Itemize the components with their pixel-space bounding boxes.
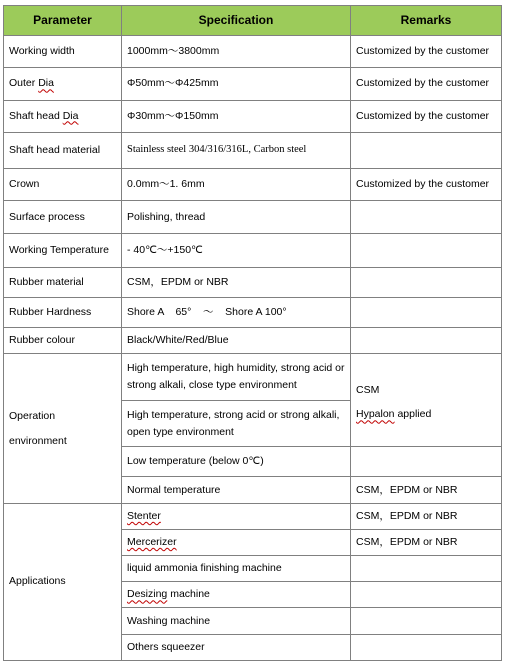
param-outer-dia <box>4 68 122 100</box>
remark-operation-hypalon <box>351 354 502 447</box>
spec-surface-process: Polishing, thread <box>122 201 351 233</box>
app-name-washing: Washing machine <box>122 608 351 634</box>
spec-operation-1: High temperature, high humidity, strong acid or strong alkali, close type environment <box>122 354 351 400</box>
remark-rubber-colour <box>351 328 502 354</box>
app-desizing-word: Desizing <box>127 588 168 601</box>
param-working-width: Working width <box>4 36 122 68</box>
param-rubber-hardness: Rubber Hardness <box>4 298 122 328</box>
param-applications: Applications <box>4 503 122 660</box>
remark-crown: Customized by the customer <box>351 169 502 201</box>
spec-shaft-head-dia: Φ30mm～Φ150mm <box>122 100 351 132</box>
header-parameter: Parameter <box>4 6 122 36</box>
param-surface-process: Surface process <box>4 201 122 233</box>
app-name-desizing <box>122 582 351 608</box>
param-shaft-head-material: Shaft head material <box>4 132 122 168</box>
remark-operation-3 <box>351 447 502 477</box>
app-remark-desizing <box>351 582 502 608</box>
param-working-temperature: Working Temperature <box>4 233 122 267</box>
row-working-width <box>4 36 502 68</box>
operation-label-line2: environment <box>9 434 67 447</box>
remark-operation-csm: CSM <box>356 383 380 396</box>
spec-working-temperature: - 40℃～+150℃ <box>122 233 351 267</box>
app-remark-others <box>351 634 502 660</box>
spec-operation-2: High temperature, strong acid or strong alkali, open type environment <box>122 400 351 446</box>
remark-operation-hypalon-line <box>356 406 496 423</box>
header-row <box>4 6 502 36</box>
spec-working-width: 1000mm～3800mm <box>122 36 351 68</box>
app-desizing-rest: machine <box>167 588 210 601</box>
spec-rubber-colour: Black/White/Red/Blue <box>122 328 351 354</box>
operation-label-line1: Operation <box>9 410 56 423</box>
header-remarks: Remarks <box>351 6 502 36</box>
row-working-temperature <box>4 233 502 267</box>
remark-working-temperature <box>351 233 502 267</box>
param-shaft-head-dia-dia: Dia <box>62 109 79 122</box>
remark-rubber-hardness <box>351 298 502 328</box>
spec-operation-3: Low temperature (below 0℃) <box>122 447 351 477</box>
param-rubber-material: Rubber material <box>4 267 122 297</box>
app-name-others: Others squeezer <box>122 634 351 660</box>
app-name-mercerizer <box>122 529 351 555</box>
spec-rubber-hardness: Shore A 65° ～ Shore A 100° <box>122 298 351 328</box>
param-rubber-colour: Rubber colour <box>4 328 122 354</box>
row-application-1 <box>4 503 502 529</box>
param-shaft-head-dia-prefix: Shaft head <box>9 109 63 122</box>
app-mercerizer-word: Mercerizer <box>127 536 177 549</box>
app-name-liquid-ammonia: liquid ammonia finishing machine <box>122 556 351 582</box>
row-rubber-colour <box>4 328 502 354</box>
remark-shaft-head-dia: Customized by the customer <box>351 100 502 132</box>
param-operation-environment <box>4 354 122 503</box>
app-stenter-word: Stenter <box>127 509 161 522</box>
row-rubber-material <box>4 267 502 297</box>
header-specification: Specification <box>122 6 351 36</box>
remark-hypalon-word: Hypalon <box>356 408 395 421</box>
row-operation-1 <box>4 354 502 400</box>
row-surface-process <box>4 201 502 233</box>
row-shaft-head-material <box>4 132 502 168</box>
app-remark-liquid-ammonia <box>351 556 502 582</box>
remark-operation-4: CSM，EPDM or NBR <box>351 477 502 503</box>
spec-operation-4: Normal temperature <box>122 477 351 503</box>
param-outer-dia-prefix: Outer <box>9 77 39 90</box>
param-outer-dia-dia: Dia <box>38 77 54 90</box>
row-shaft-head-dia <box>4 100 502 132</box>
param-shaft-head-dia <box>4 100 122 132</box>
remark-applied-word: applied <box>394 408 432 421</box>
remark-surface-process <box>351 201 502 233</box>
app-name-stenter <box>122 503 351 529</box>
spec-shaft-head-material: Stainless steel 304/316/316L, Carbon steel <box>122 132 351 168</box>
remark-shaft-head-material <box>351 132 502 168</box>
app-remark-stenter: CSM，EPDM or NBR <box>351 503 502 529</box>
row-crown <box>4 169 502 201</box>
spec-rubber-material: CSM，EPDM or NBR <box>122 267 351 297</box>
row-outer-dia <box>4 68 502 100</box>
remark-rubber-material <box>351 267 502 297</box>
spec-crown: 0.0mm～1. 6mm <box>122 169 351 201</box>
remark-outer-dia: Customized by the customer <box>351 68 502 100</box>
app-remark-washing <box>351 608 502 634</box>
param-crown: Crown <box>4 169 122 201</box>
app-remark-mercerizer: CSM，EPDM or NBR <box>351 529 502 555</box>
row-rubber-hardness <box>4 298 502 328</box>
spec-outer-dia: Φ50mm～Φ425mm <box>122 68 351 100</box>
specification-table <box>3 5 502 661</box>
remark-working-width: Customized by the customer <box>351 36 502 68</box>
